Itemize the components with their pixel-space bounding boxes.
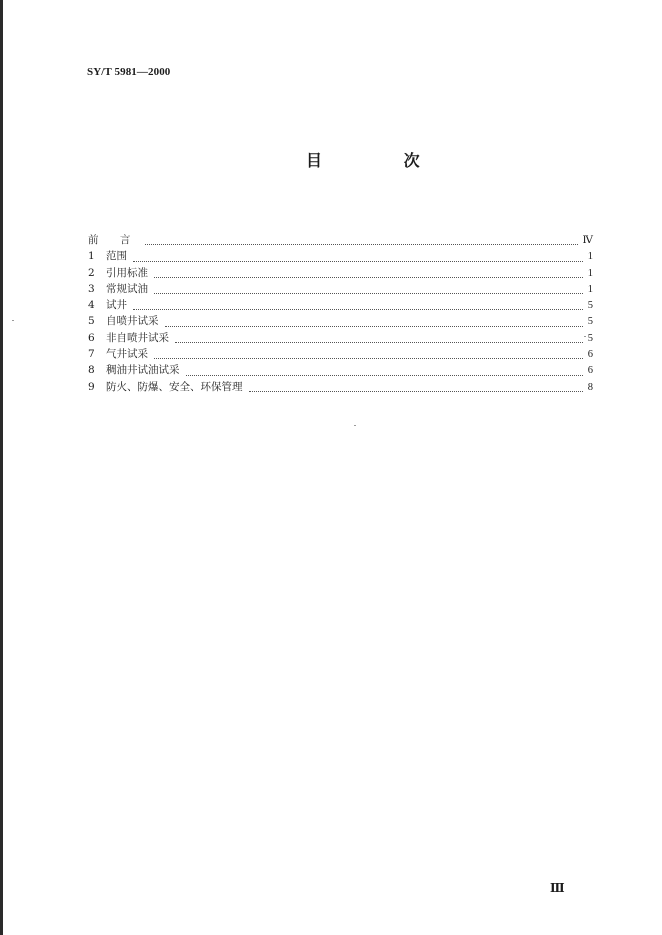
toc-entry-number: 2 [88, 266, 95, 279]
toc-entry-page: 1 [587, 283, 593, 295]
toc-entry-number: 5 [88, 315, 95, 328]
toc-entry-label: 自喷井试采 [106, 315, 159, 328]
toc-leader-dots [133, 308, 583, 310]
page-binding-edge [0, 0, 3, 935]
toc-entry-label: 引用标准 [106, 266, 148, 279]
toc-entry-foreword[interactable] [88, 232, 593, 248]
toc-entry-page: Ⅳ [582, 235, 593, 246]
toc-entry-number: 4 [88, 299, 95, 312]
toc-entry-number: 6 [88, 331, 95, 344]
toc-entry-label: 稠油井试油试采 [106, 364, 180, 377]
scan-speck [584, 336, 586, 337]
toc-entry-4[interactable] [88, 297, 593, 313]
toc-entry-number: 9 [88, 380, 95, 393]
toc-entry-6[interactable] [88, 330, 593, 346]
toc-leader-dots [186, 374, 583, 376]
toc-entry-page: 1 [587, 267, 593, 279]
toc-entry-page: 1 [587, 251, 593, 263]
toc-entry-1[interactable] [88, 248, 593, 264]
toc-leader-dots [154, 357, 583, 359]
toc-entry-label: 范围 [106, 250, 127, 263]
toc-entry-page: 5 [587, 332, 593, 344]
page-number: Ⅲ [550, 881, 565, 895]
scan-speck [12, 320, 14, 321]
toc-leader-dots [175, 341, 583, 343]
toc-entry-page: 5 [587, 300, 593, 312]
standard-code: SY/T 5981—2000 [87, 66, 171, 78]
toc-entry-label: 非自喷井试采 [106, 331, 169, 344]
toc-leader-dots [133, 260, 583, 262]
toc-entry-label: 防火、防爆、安全、环保管理 [106, 380, 243, 393]
toc-entry-3[interactable] [88, 281, 593, 297]
toc-entry-7[interactable] [88, 346, 593, 362]
toc-entry-9[interactable] [88, 379, 593, 395]
toc-entry-2[interactable] [88, 265, 593, 281]
scan-speck [354, 425, 356, 426]
toc-entry-label: 气井试采 [106, 348, 148, 361]
toc-leader-dots [145, 243, 577, 245]
toc-entry-5[interactable] [88, 313, 593, 329]
toc-entry-number: 8 [88, 364, 95, 377]
toc-entry-page: 8 [587, 381, 593, 393]
toc-entry-page: 6 [587, 349, 593, 361]
toc-entry-page: 5 [587, 316, 593, 328]
toc-entry-number: 1 [88, 250, 95, 263]
toc-leader-dots [249, 390, 583, 392]
toc-entry-number: 3 [88, 282, 95, 295]
toc-leader-dots [165, 325, 583, 327]
toc-entry-page: 6 [587, 365, 593, 377]
toc-entry-label: 常规试油 [106, 282, 148, 295]
toc-leader-dots [154, 292, 583, 294]
toc-entry-8[interactable] [88, 362, 593, 378]
toc-title: 目 次 [306, 151, 458, 170]
toc-entry-number: 7 [88, 348, 95, 361]
toc-entry-label: 试井 [106, 299, 127, 312]
table-of-contents [88, 232, 593, 395]
toc-leader-dots [154, 276, 583, 278]
toc-entry-label: 前 言 [88, 234, 140, 246]
